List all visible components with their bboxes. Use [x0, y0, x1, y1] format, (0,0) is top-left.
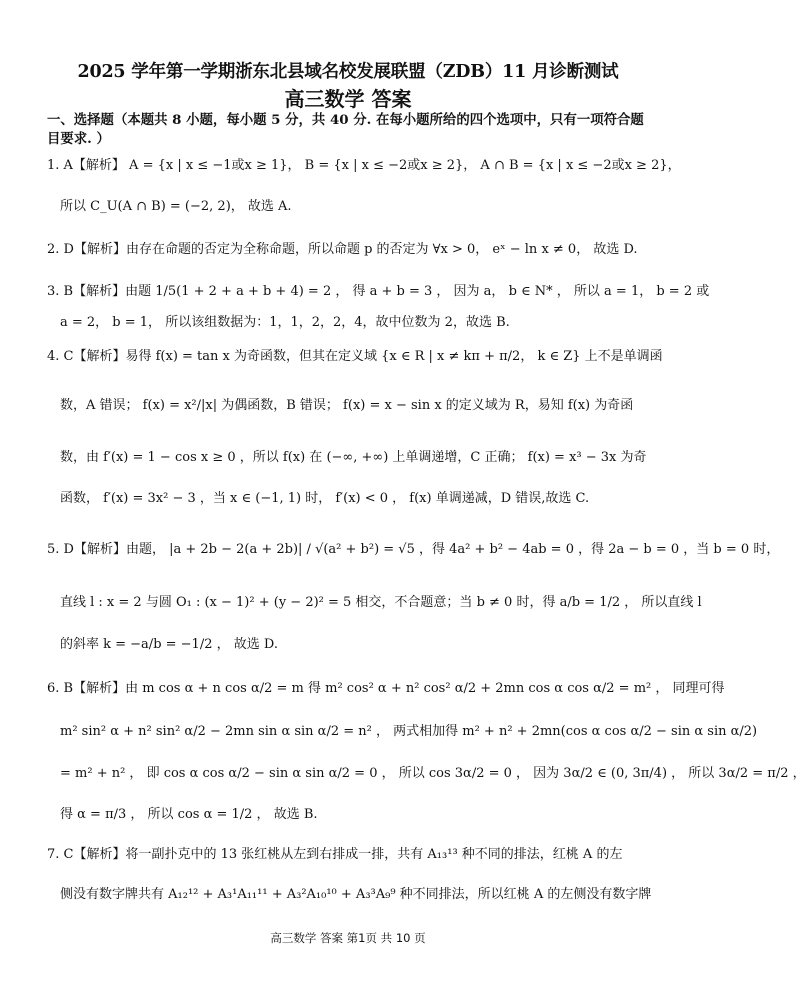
- answer-line: 函数， f′(x) = 3x² − 3 ，当 x ∈ (−1, 1) 时， f′(x) < 0 ， f(x) 单调递减，D 错误,故选 C.: [60, 491, 590, 506]
- page-footer: 高三数学 答案 第1页 共 10 页: [270, 931, 426, 945]
- answer-line: a = 2， b = 1， 所以该组数据为：1，1，2，2，4，故中位数为 2，故选 B.: [60, 315, 510, 330]
- answer-line: 6. B【解析】由 m cos α + n cos α/2 = m 得 m² cos² α + n² cos² α/2 + 2mn cos α cos α/2 = m² ， 同理可得: [47, 681, 725, 696]
- answer-line: m² sin² α + n² sin² α/2 − 2mn sin α sin α/2 = n² ， 两式相加得 m² + n² + 2mn(cos α cos α/2 − sin α sin α/2): [60, 724, 758, 739]
- answer-line: 的斜率 k = −a/b = −1/2 ， 故选 D.: [60, 637, 278, 652]
- section-heading-cont: 目要求. ）: [47, 131, 110, 147]
- answer-line: 4. C【解析】易得 f(x) = tan x 为奇函数，但其在定义域 {x ∈ R | x ≠ kπ + π/2， k ∈ Z} 上不是单调函: [47, 349, 663, 364]
- answer-line: 1. A【解析】 A = {x | x ≤ −1或x ≥ 1}， B = {x | x ≤ −2或x ≥ 2}， A ∩ B = {x | x ≤ −2或x ≥ 2}，: [47, 158, 681, 173]
- section-heading: 一、选择题（本题共 8 小题，每小题 5 分，共 40 分. 在每小题所给的四个选项中，只有一项符合题: [47, 112, 644, 128]
- answer-line: 侧没有数字牌共有 A₁₂¹² + A₃¹A₁₁¹¹ + A₃²A₁₀¹⁰ + A₃³A₉⁹ 种不同排法，所以红桃 A 的左侧没有数字牌: [60, 887, 652, 902]
- answer-line: 所以 C_U(A ∩ B) = (−2, 2)， 故选 A.: [60, 199, 292, 214]
- answer-line: = m² + n² ， 即 cos α cos α/2 − sin α sin α/2 = 0 ， 所以 cos 3α/2 = 0 ， 因为 3α/2 ∈ (0, 3π/4) ， 所以 3α/2 = π/2 ，: [60, 766, 806, 781]
- answer-line: 3. B【解析】由题 1/5(1 + 2 + a + b + 4) = 2 ， 得 a + b = 3 ， 因为 a， b ∈ N* ， 所以 a = 1， b = 2 或: [47, 284, 710, 299]
- answer-line: 2. D【解析】由存在命题的否定为全称命题，所以命题 p 的否定为 ∀x > 0， eˣ − ln x ≠ 0， 故选 D.: [47, 242, 638, 257]
- page-title: 高三数学 答案: [284, 87, 412, 111]
- answer-line: 数，由 f′(x) = 1 − cos x ≥ 0 ，所以 f(x) 在 (−∞, +∞) 上单调递增，C 正确； f(x) = x³ − 3x 为奇: [60, 450, 647, 465]
- exam-title: 2025 学年第一学期浙东北县域名校发展联盟（ZDB）11 月诊断测试: [77, 62, 619, 82]
- answer-line: 7. C【解析】将一副扑克中的 13 张红桃从左到右排成一排，共有 A₁₃¹³ 种不同的排法，红桃 A 的左: [47, 847, 623, 862]
- answer-line: 5. D【解析】由题， |a + 2b − 2(a + 2b)| / √(a² + b²) = √5 ，得 4a² + b² − 4ab = 0 ，得 2a − b = 0 ，当 b = 0 时，: [47, 542, 780, 557]
- answer-line: 直线 l : x = 2 与圆 O₁ : (x − 1)² + (y − 2)² = 5 相交，不合题意；当 b ≠ 0 时，得 a/b = 1/2 ， 所以直线 l: [60, 595, 702, 610]
- answer-line: 得 α = π/3 ， 所以 cos α = 1/2 ， 故选 B.: [60, 807, 318, 822]
- answer-line: 数，A 错误； f(x) = x²/|x| 为偶函数，B 错误； f(x) = x − sin x 的定义域为 R，易知 f(x) 为奇函: [60, 398, 634, 413]
